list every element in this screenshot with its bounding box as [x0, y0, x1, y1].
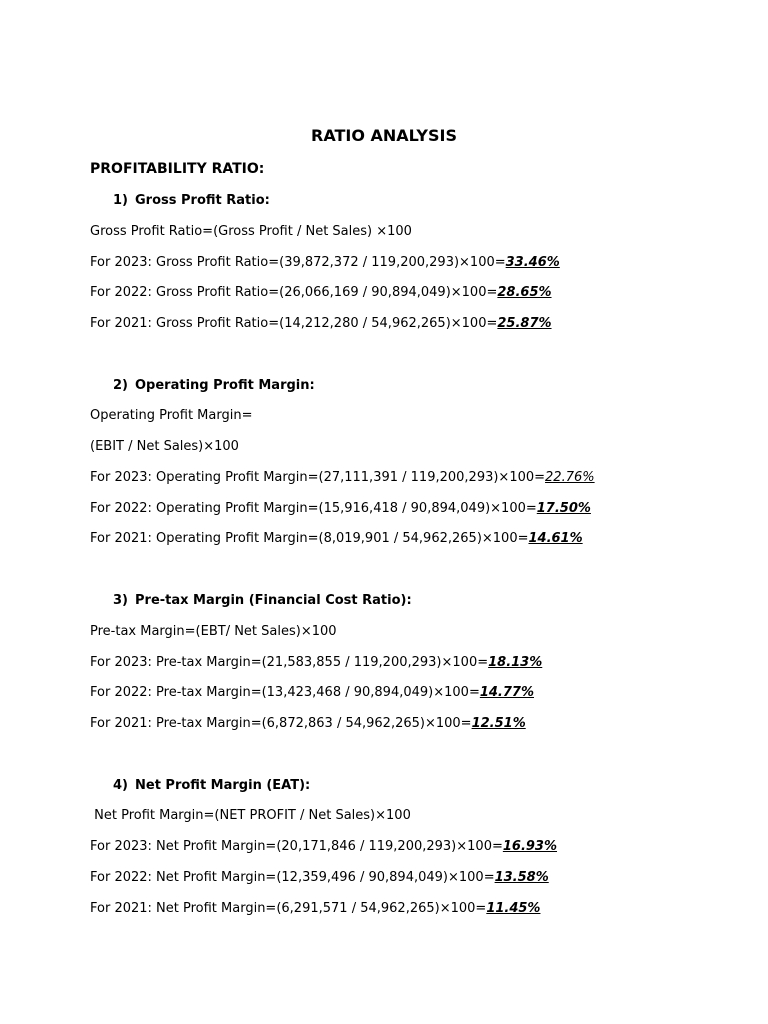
- gross-profit-row-2023: [90, 255, 560, 271]
- operating-profit-formula-line2: (EBIT / Net Sales)×100: [90, 439, 239, 454]
- net-profit-row-2022: [90, 870, 549, 886]
- pretax-margin-formula: Pre-tax Margin=(EBT/ Net Sales)×100: [90, 624, 337, 639]
- row-result: 28.65%: [497, 285, 552, 300]
- ratio-number: 4): [113, 778, 128, 793]
- row-result: 14.77%: [479, 685, 534, 700]
- net-profit-formula: Net Profit Margin=(NET PROFIT / Net Sales)×100: [90, 808, 411, 823]
- row-result: 17.50%: [536, 501, 591, 516]
- ratio-number: 2): [113, 378, 128, 393]
- ratio-heading-pretax-margin: [113, 593, 412, 609]
- ratio-heading-label: Net Profit Margin (EAT):: [135, 778, 311, 793]
- row-text: For 2023: Pre-tax Margin=(21,583,855 / 119,200,293)×100=: [90, 655, 489, 670]
- row-text: For 2021: Net Profit Margin=(6,291,571 / 54,962,265)×100=: [90, 901, 487, 916]
- ratio-heading-label: Operating Profit Margin:: [135, 378, 315, 393]
- ratio-heading-gross-profit: [113, 193, 270, 209]
- row-text: For 2022: Net Profit Margin=(12,359,496 / 90,894,049)×100=: [90, 870, 495, 885]
- operating-profit-row-2021: [90, 531, 583, 547]
- ratio-heading-label: Pre-tax Margin (Financial Cost Ratio):: [135, 593, 412, 608]
- net-profit-row-2021: [90, 901, 540, 917]
- section-heading: PROFITABILITY RATIO:: [90, 161, 265, 177]
- page-title: RATIO ANALYSIS: [311, 126, 457, 145]
- net-profit-row-2023: [90, 839, 557, 855]
- row-text: For 2021: Pre-tax Margin=(6,872,863 / 54,962,265)×100=: [90, 716, 472, 731]
- ratio-heading-net-profit: [113, 778, 310, 794]
- row-text: For 2023: Operating Profit Margin=(27,111,391 / 119,200,293)×100=: [90, 470, 546, 485]
- operating-profit-row-2022: [90, 501, 591, 517]
- row-result: 25.87%: [497, 316, 552, 331]
- row-result: 14.61%: [528, 531, 583, 546]
- row-result: 12.51%: [471, 716, 526, 731]
- row-result: 33.46%: [505, 255, 560, 270]
- row-result: 16.93%: [502, 839, 558, 854]
- row-result: 11.45%: [486, 901, 541, 916]
- row-text: For 2021: Gross Profit Ratio=(14,212,280 / 54,962,265)×100=: [90, 316, 498, 331]
- ratio-heading-operating-profit: [113, 378, 315, 394]
- row-text: For 2022: Pre-tax Margin=(13,423,468 / 90,894,049)×100=: [90, 685, 480, 700]
- operating-profit-formula-line1: Operating Profit Margin=: [90, 408, 253, 423]
- row-result: 18.13%: [488, 655, 543, 670]
- row-text: For 2023: Net Profit Margin=(20,171,846 / 119,200,293)×100=: [90, 839, 503, 854]
- row-text: For 2022: Operating Profit Margin=(15,916,418 / 90,894,049)×100=: [90, 501, 537, 516]
- gross-profit-formula: Gross Profit Ratio=(Gross Profit / Net Sales) ×100: [90, 224, 412, 239]
- gross-profit-row-2022: [90, 285, 552, 301]
- row-text: For 2023: Gross Profit Ratio=(39,872,372 / 119,200,293)×100=: [90, 255, 506, 270]
- gross-profit-row-2021: [90, 316, 552, 332]
- row-text: For 2022: Gross Profit Ratio=(26,066,169 / 90,894,049)×100=: [90, 285, 498, 300]
- row-result: 13.58%: [494, 870, 549, 885]
- pretax-margin-row-2023: [90, 655, 542, 671]
- pretax-margin-row-2022: [90, 685, 534, 701]
- ratio-number: 3): [113, 593, 128, 608]
- operating-profit-row-2023: [90, 470, 595, 486]
- ratio-number: 1): [113, 193, 128, 208]
- row-result: 22.76%: [545, 470, 595, 485]
- pretax-margin-row-2021: [90, 716, 526, 732]
- ratio-heading-label: Gross Profit Ratio:: [135, 193, 270, 208]
- row-text: For 2021: Operating Profit Margin=(8,019,901 / 54,962,265)×100=: [90, 531, 529, 546]
